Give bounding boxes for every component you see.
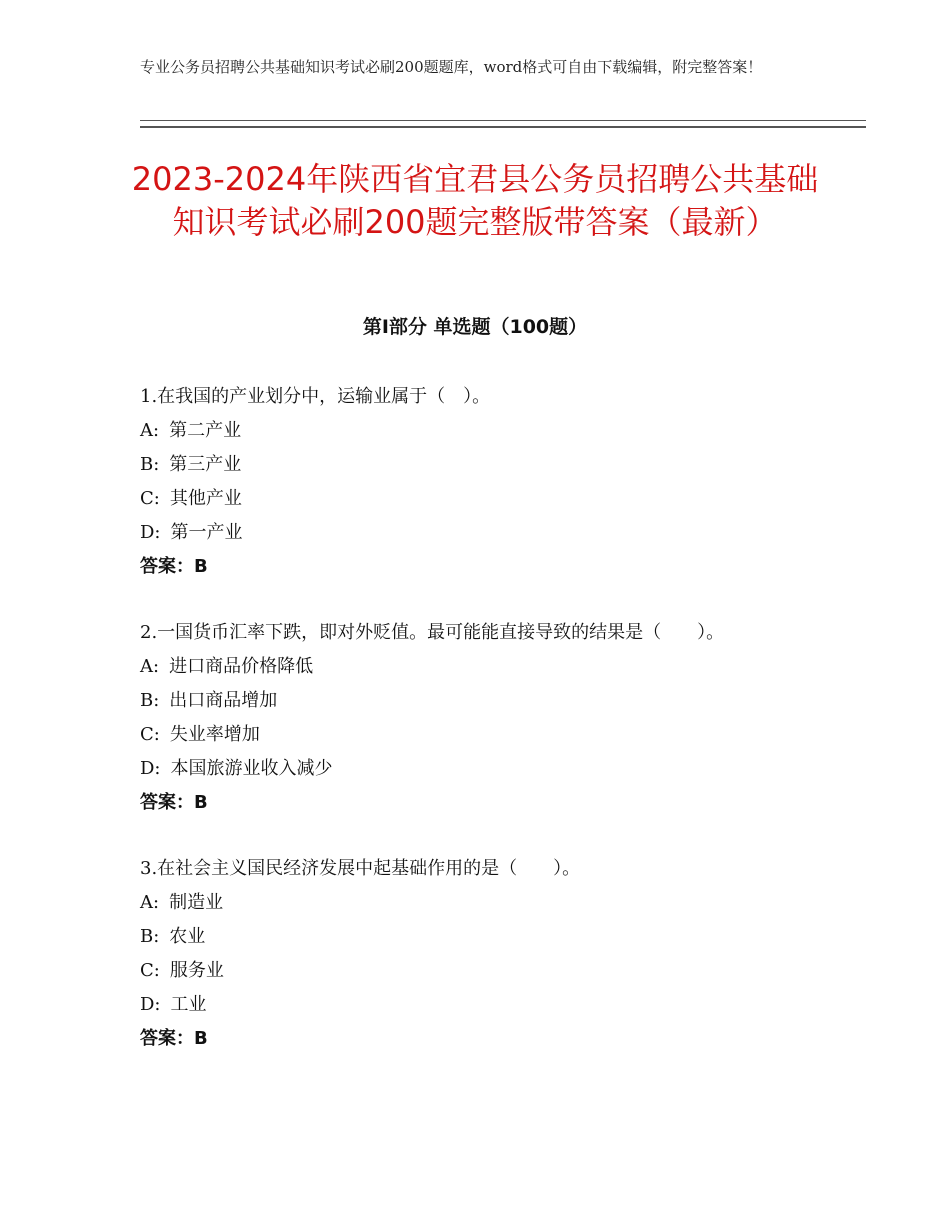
option-b — [140, 684, 840, 718]
option-text: 工业 — [170, 994, 207, 1015]
question-stem: 3.在社会主义国民经济发展中起基础作用的是（ ）。 — [140, 858, 581, 879]
section-title: 第Ⅰ部分 单选题（100题） — [362, 316, 588, 338]
option-letter: B: — [140, 454, 160, 475]
option-letter: C: — [140, 724, 160, 745]
option-letter: A: — [140, 656, 160, 677]
option-letter: A: — [140, 420, 160, 441]
option-b — [140, 920, 840, 954]
option-text: 农业 — [169, 926, 206, 947]
option-d — [140, 516, 840, 550]
question-stem: 1.在我国的产业划分中，运输业属于（ ）。 — [140, 386, 491, 407]
option-a — [140, 414, 840, 448]
option-text: 进口商品价格降低 — [169, 656, 314, 677]
option-letter: D: — [140, 994, 161, 1015]
option-a — [140, 886, 840, 920]
option-text: 第二产业 — [169, 420, 242, 441]
header-divider — [140, 120, 866, 128]
option-text: 本国旅游业收入减少 — [170, 758, 333, 779]
answer-line: 答案：B — [140, 556, 208, 577]
option-text: 第一产业 — [170, 522, 243, 543]
option-text: 第三产业 — [169, 454, 242, 475]
document-title: 2023-2024年陕西省宜君县公务员招聘公共基础知识考试必刷200题完整版带答案（最新） — [131, 160, 819, 241]
option-letter: A: — [140, 892, 160, 913]
answer-line: 答案：B — [140, 792, 208, 813]
question-item — [140, 852, 840, 1056]
question-item — [140, 616, 840, 820]
option-text: 服务业 — [169, 960, 224, 981]
option-text: 出口商品增加 — [169, 690, 278, 711]
header-note: 专业公务员招聘公共基础知识考试必刷200题题库，word格式可自由下载编辑，附完整答案！ — [140, 58, 763, 76]
option-c — [140, 954, 840, 988]
option-letter: D: — [140, 522, 161, 543]
question-list — [140, 380, 840, 1088]
option-letter: B: — [140, 690, 160, 711]
option-letter: B: — [140, 926, 160, 947]
option-text: 其他产业 — [169, 488, 242, 509]
option-d — [140, 988, 840, 1022]
option-b — [140, 448, 840, 482]
answer-line: 答案：B — [140, 1028, 208, 1049]
option-a — [140, 650, 840, 684]
option-letter: D: — [140, 758, 161, 779]
option-letter: C: — [140, 488, 160, 509]
option-text: 失业率增加 — [169, 724, 260, 745]
option-d — [140, 752, 840, 786]
option-text: 制造业 — [169, 892, 224, 913]
question-stem: 2.一国货币汇率下跌，即对外贬值。最可能能直接导致的结果是（ ）。 — [140, 622, 725, 643]
question-item — [140, 380, 840, 584]
option-c — [140, 482, 840, 516]
option-c — [140, 718, 840, 752]
option-letter: C: — [140, 960, 160, 981]
